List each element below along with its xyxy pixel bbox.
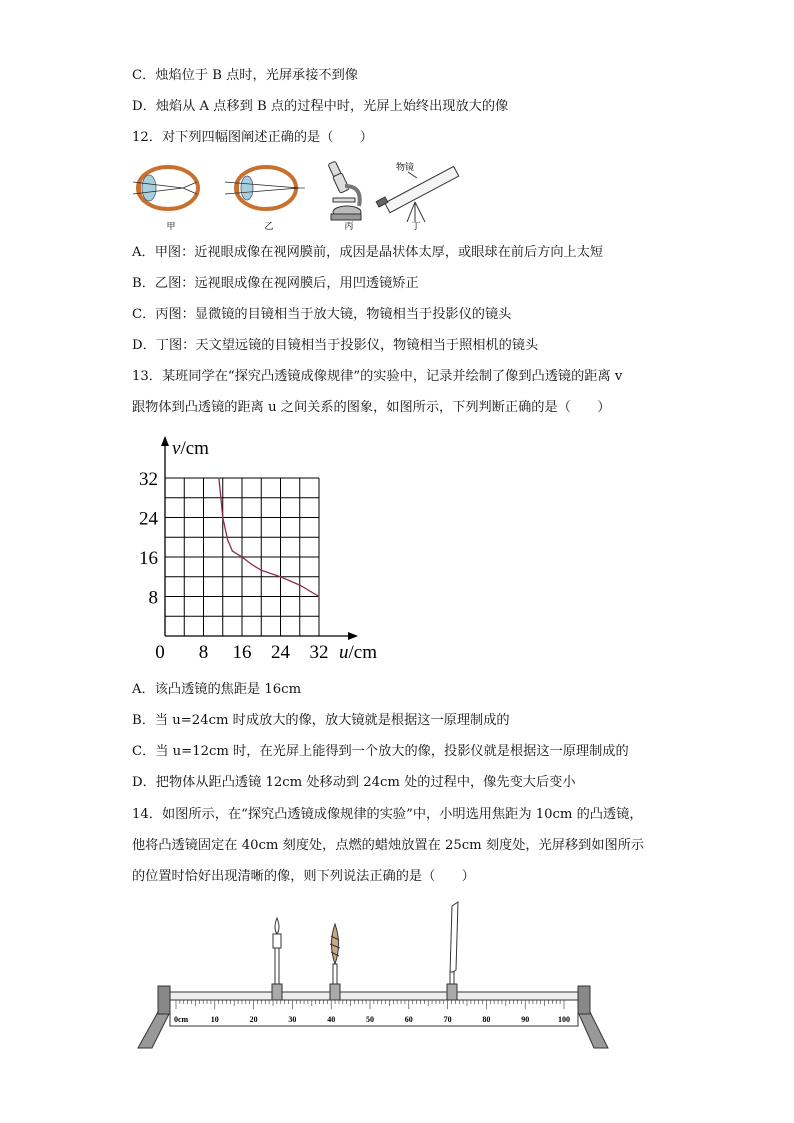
bench-unit-label: 0cm bbox=[174, 1015, 189, 1024]
curve-point bbox=[251, 564, 252, 565]
microscope-figure bbox=[328, 161, 361, 220]
candle bbox=[272, 918, 282, 1000]
ruler-tick-label: 30 bbox=[288, 1015, 297, 1024]
q13-option-c: C．当 u=12cm 时，在光屏上能得到一个放大的像，投影仪就是根据这一原理制成的 bbox=[132, 744, 629, 759]
fig-label-ding: 丁 bbox=[411, 221, 421, 231]
q14-stem-line-1: 14．如图所示，在“探究凸透镜成像规律的实验”中，小明选用焦距为 10cm 的凸透镜， bbox=[132, 807, 643, 822]
ruler-tick-label: 10 bbox=[210, 1015, 219, 1024]
q12-figures bbox=[133, 160, 463, 232]
curve-point bbox=[227, 539, 228, 540]
x-axis-arrow bbox=[348, 632, 358, 640]
q13-graph bbox=[132, 432, 392, 672]
q12-option-d: D．丁图：天文望远镜的目镜相当于投影仪，物镜相当于照相机的镜头 bbox=[132, 338, 539, 353]
x-tick-label: 8 bbox=[198, 642, 209, 663]
fig-label-yi: 乙 bbox=[264, 221, 274, 231]
q12-stem: 12．对下列四幅图阐述正确的是（ ） bbox=[132, 130, 373, 145]
telescope-figure bbox=[376, 166, 459, 222]
curve-point bbox=[318, 596, 319, 597]
eye-figure-jia bbox=[133, 167, 198, 209]
q12-option-b: B．乙图：远视眼成像在视网膜后，用凹透镜矫正 bbox=[132, 276, 419, 291]
ruler-tick-label: 70 bbox=[443, 1015, 452, 1024]
fig-label-bing: 丙 bbox=[344, 221, 354, 231]
bench-right-end bbox=[578, 986, 590, 1014]
curve-point bbox=[218, 477, 219, 478]
curve-point bbox=[261, 570, 262, 571]
q13-option-d: D．把物体从距凸透镜 12cm 处移动到 24cm 处的过程中，像先变大后变小 bbox=[132, 775, 576, 790]
q13-option-b: B．当 u=24cm 时成放大的像，放大镜就是根据这一原理制成的 bbox=[132, 713, 510, 728]
optical-bench-figure bbox=[134, 900, 614, 1052]
q14-stem-line-2: 他将凸透镜固定在 40cm 刻度处，点燃的蜡烛放置在 25cm 刻度处，光屏移到如图所示 bbox=[132, 838, 645, 853]
q14-stem-line-3: 的位置时恰好出现清晰的像，则下列说法正确的是（ ） bbox=[132, 869, 475, 884]
convex-lens bbox=[330, 924, 340, 1000]
x-tick-label: 0 bbox=[155, 642, 165, 663]
ruler-tick-label: 100 bbox=[558, 1015, 570, 1024]
telescope-objective-label: 物镜 bbox=[396, 162, 415, 172]
q13-stem-line-1: 13．某班同学在“探究凸透镜成像规律”的实验中，记录并绘制了像到凸透镜的距离 v bbox=[132, 369, 623, 384]
curve-point bbox=[232, 550, 233, 551]
bench-rail bbox=[170, 992, 578, 1000]
x-tick-label: 16 bbox=[232, 642, 252, 663]
bench-left-end bbox=[158, 986, 170, 1014]
y-tick-label: 32 bbox=[139, 469, 158, 490]
bench-left-leg bbox=[138, 1012, 170, 1048]
x-axis-label: u/cm bbox=[339, 642, 377, 663]
y-axis-label: v/cm bbox=[172, 438, 209, 459]
ruler-tick-label: 50 bbox=[366, 1015, 374, 1024]
q13-option-a: A．该凸透镜的焦距是 16cm bbox=[132, 682, 302, 697]
bench-right-leg bbox=[578, 1012, 608, 1048]
eye-figure-yi bbox=[225, 167, 305, 209]
q12-option-c: C．丙图：显微镜的目镜相当于放大镜，物镜相当于投影仪的镜头 bbox=[132, 307, 512, 322]
x-tick-label: 32 bbox=[309, 642, 329, 663]
curve-point bbox=[222, 517, 223, 518]
ruler-tick-label: 60 bbox=[404, 1015, 413, 1024]
curve-point bbox=[241, 556, 242, 557]
x-tick-label: 24 bbox=[271, 642, 290, 663]
ruler-tick-label: 90 bbox=[521, 1015, 530, 1024]
y-tick-label: 8 bbox=[148, 587, 158, 609]
y-axis-arrow bbox=[161, 436, 169, 446]
curve-point bbox=[280, 576, 281, 577]
q11-option-c: C．烛焰位于 B 点时，光屏承接不到像 bbox=[132, 68, 358, 83]
q13-stem-line-2: 跟物体到凸透镜的距离 u 之间关系的图象，如图所示，下列判断正确的是（ ） bbox=[132, 400, 611, 415]
q11-option-d: D．烛焰从 A 点移到 B 点的过程中时，光屏上始终出现放大的像 bbox=[132, 99, 509, 114]
ruler-tick-label: 20 bbox=[249, 1015, 258, 1024]
y-tick-label: 24 bbox=[139, 508, 158, 530]
q12-option-a: A．甲图：近视眼成像在视网膜前，成因是晶状体太厚，或眼球在前后方向上太短 bbox=[132, 245, 604, 260]
y-tick-label: 16 bbox=[139, 548, 158, 569]
ruler-tick-label: 80 bbox=[482, 1015, 491, 1024]
v-u-chart bbox=[132, 432, 392, 672]
light-screen bbox=[447, 902, 458, 1000]
curve-point bbox=[299, 585, 300, 586]
ruler-tick-label: 40 bbox=[327, 1015, 336, 1024]
fig-label-jia: 甲 bbox=[166, 221, 176, 231]
